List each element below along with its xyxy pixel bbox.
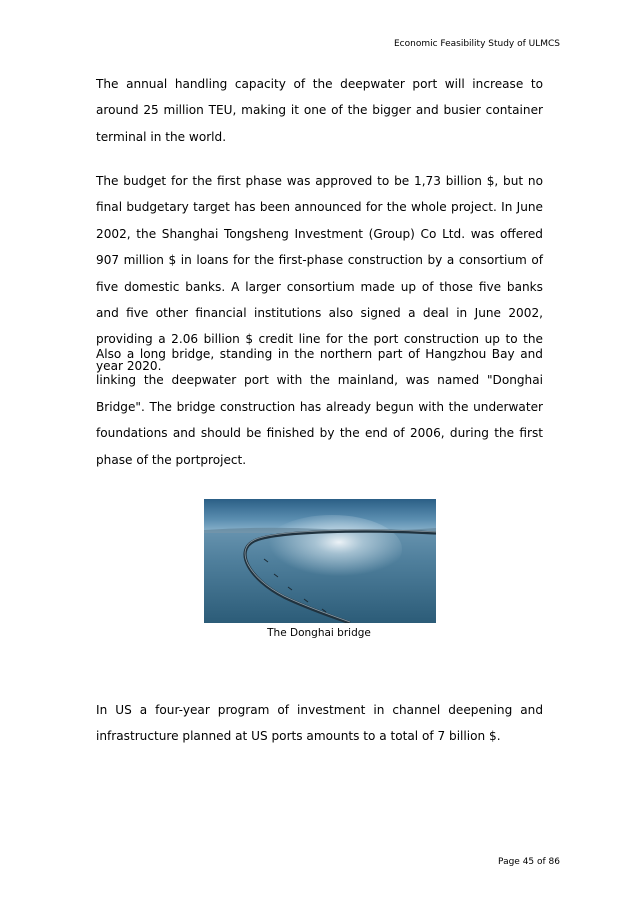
figure-caption: The Donghai bridge	[267, 627, 371, 639]
running-header: Economic Feasibility Study of ULMCS	[393, 39, 560, 49]
donghai-bridge-photo	[204, 499, 436, 623]
body-paragraph: The annual handling capacity of the deepwater port will increase to around 25 million TEU, making it one of the bigger and busier container terminal in the world.	[96, 77, 543, 144]
body-paragraph: Also a long bridge, standing in the northern part of Hangzhou Bay and linking the deepwater port with the mainland, was named "Donghai Bridge". The bridge construction has already begun with the underwater foundations and should be finished by the end of 2006, during the first phase of the portproject.	[96, 347, 543, 467]
body-paragraph: In US a four-year program of investment in channel deepening and infrastructure planned at US ports amounts to a total of 7 billion $.	[96, 703, 543, 744]
body-paragraph: The budget for the first phase was approved to be 1,73 billion $, but no final budgetary target has been announced for the whole project. In June 2002, the Shanghai Tongsheng Investment (Group) Co Ltd. was offered 907 million $ in loans for the first-phase construction by a consortium of five domestic banks. A larger consortium made up of those five banks and five other financial institutions also signed a deal in June 2002, providing a 2.06 billion $ credit line for the port construction up to the year 2020.	[96, 174, 543, 373]
page-number: Page 45 of 86	[498, 857, 560, 867]
